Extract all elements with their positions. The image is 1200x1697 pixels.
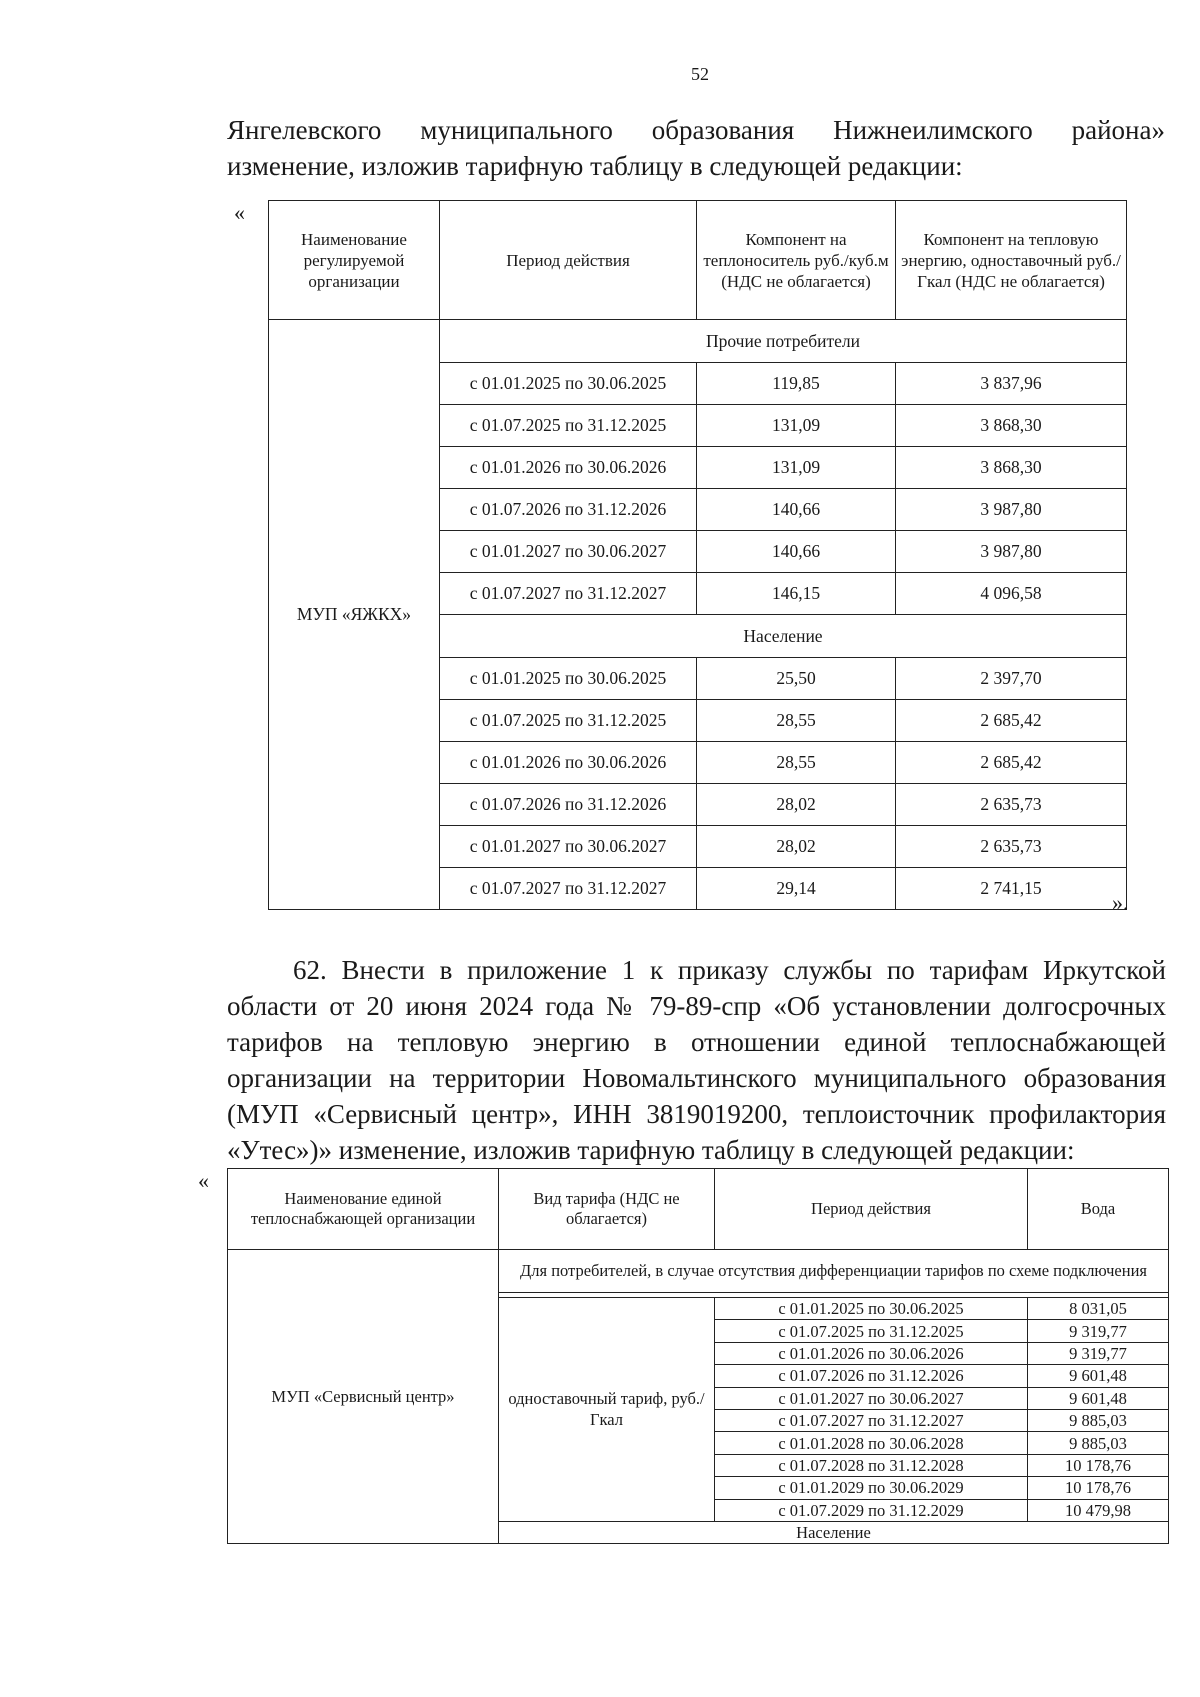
table1-body bbox=[269, 320, 1127, 910]
table2-last-group-title: Население bbox=[499, 1521, 1169, 1543]
table1-close-quote: ». bbox=[1112, 890, 1129, 915]
heat-energy-value-cell: 2 635,73 bbox=[896, 826, 1127, 868]
period-cell: с 01.01.2028 по 30.06.2028 bbox=[715, 1432, 1028, 1454]
period-cell: с 01.01.2025 по 30.06.2025 bbox=[440, 658, 697, 700]
coolant-value-cell: 146,15 bbox=[697, 573, 896, 615]
tariff-table-yazhkkh bbox=[268, 200, 1127, 910]
page-number: 52 bbox=[691, 64, 709, 84]
period-cell: с 01.01.2025 по 30.06.2025 bbox=[440, 363, 697, 405]
coolant-value-cell: 28,55 bbox=[697, 700, 896, 742]
heat-energy-value-cell: 3 987,80 bbox=[896, 489, 1127, 531]
table2-organization: МУП «Сервисный центр» bbox=[228, 1250, 499, 1544]
intro-paragraph bbox=[227, 112, 1165, 184]
table1-header-row bbox=[269, 201, 1127, 320]
water-value-cell: 9 885,03 bbox=[1028, 1432, 1169, 1454]
water-value-cell: 9 885,03 bbox=[1028, 1409, 1169, 1431]
water-value-cell: 9 319,77 bbox=[1028, 1320, 1169, 1342]
water-value-cell: 9 601,48 bbox=[1028, 1365, 1169, 1387]
water-value-cell: 8 031,05 bbox=[1028, 1298, 1169, 1320]
period-cell: с 01.07.2025 по 31.12.2025 bbox=[715, 1320, 1028, 1342]
period-cell: с 01.07.2026 по 31.12.2026 bbox=[440, 784, 697, 826]
intro-line-2: изменение, изложив тарифную таблицу в следующей редакции: bbox=[227, 151, 963, 181]
water-value-cell: 9 319,77 bbox=[1028, 1342, 1169, 1364]
water-value-cell: 10 178,76 bbox=[1028, 1454, 1169, 1476]
table1-organization: МУП «ЯЖКХ» bbox=[269, 320, 440, 910]
intro-line-1: Янгелевского муниципального образования Нижнеилимского района» bbox=[227, 115, 1165, 145]
heat-energy-value-cell: 2 397,70 bbox=[896, 658, 1127, 700]
period-cell: с 01.01.2027 по 30.06.2027 bbox=[440, 531, 697, 573]
table2-body bbox=[228, 1250, 1169, 1544]
table1-group-row bbox=[269, 320, 1127, 363]
paragraph-62-text: 62. Внести в приложение 1 к приказу службы по тарифам Иркутской области от 20 июня 2024 года № 79-89-спр «Об установлении долгосрочных тарифов на тепловую энергию в отношении единой теплоснабжающей организации на территории Новомальтинского муниципального образования (МУП «Сервисный центр», ИНН 3819019200, теплоисточник профилактория «Утес»)» изменение, изложив тарифную таблицу в следующей редакции: bbox=[227, 955, 1166, 1165]
table1-group-title: Прочие потребители bbox=[440, 320, 1127, 363]
table1-header-coolant: Компонент на теплоноситель руб./куб.м (НДС не облагается) bbox=[697, 201, 896, 320]
period-cell: с 01.07.2027 по 31.12.2027 bbox=[715, 1409, 1028, 1431]
period-cell: с 01.01.2027 по 30.06.2027 bbox=[440, 826, 697, 868]
coolant-value-cell: 140,66 bbox=[697, 531, 896, 573]
table1-open-quote: « bbox=[234, 200, 245, 225]
coolant-value-cell: 28,02 bbox=[697, 784, 896, 826]
period-cell: с 01.07.2028 по 31.12.2028 bbox=[715, 1454, 1028, 1476]
table2-header-organization: Наименование единой теплоснабжающей организации bbox=[228, 1169, 499, 1250]
heat-energy-value-cell: 3 868,30 bbox=[896, 447, 1127, 489]
heat-energy-value-cell: 3 987,80 bbox=[896, 531, 1127, 573]
period-cell: с 01.07.2025 по 31.12.2025 bbox=[440, 700, 697, 742]
heat-energy-value-cell: 3 868,30 bbox=[896, 405, 1127, 447]
period-cell: с 01.07.2027 по 31.12.2027 bbox=[440, 868, 697, 910]
heat-energy-value-cell: 2 685,42 bbox=[896, 742, 1127, 784]
table2-open-quote: « bbox=[198, 1168, 209, 1193]
coolant-value-cell: 119,85 bbox=[697, 363, 896, 405]
coolant-value-cell: 140,66 bbox=[697, 489, 896, 531]
water-value-cell: 10 479,98 bbox=[1028, 1499, 1169, 1521]
coolant-value-cell: 28,02 bbox=[697, 826, 896, 868]
table1-header-organization: Наименование регулируемой организации bbox=[269, 201, 440, 320]
coolant-value-cell: 28,55 bbox=[697, 742, 896, 784]
table2-group-row bbox=[228, 1250, 1169, 1293]
period-cell: с 01.01.2026 по 30.06.2026 bbox=[715, 1342, 1028, 1364]
table2-group-title: Для потребителей, в случае отсутствия дифференциации тарифов по схеме подключения bbox=[499, 1250, 1169, 1293]
table1-header-heat-energy: Компонент на тепловую энергию, одноставочный руб./Гкал (НДС не облагается) bbox=[896, 201, 1127, 320]
heat-energy-value-cell: 2 741,15 bbox=[896, 868, 1127, 910]
coolant-value-cell: 29,14 bbox=[697, 868, 896, 910]
period-cell: с 01.07.2027 по 31.12.2027 bbox=[440, 573, 697, 615]
period-cell: с 01.07.2026 по 31.12.2026 bbox=[715, 1365, 1028, 1387]
table2-tariff-type: одноставочный тариф, руб./Гкал bbox=[499, 1298, 715, 1522]
heat-energy-value-cell: 2 635,73 bbox=[896, 784, 1127, 826]
water-value-cell: 9 601,48 bbox=[1028, 1387, 1169, 1409]
heat-energy-value-cell: 3 837,96 bbox=[896, 363, 1127, 405]
tariff-table-service-center bbox=[227, 1168, 1169, 1544]
table1-header-period: Период действия bbox=[440, 201, 697, 320]
table2-header-period: Период действия bbox=[715, 1169, 1028, 1250]
period-cell: с 01.07.2026 по 31.12.2026 bbox=[440, 489, 697, 531]
coolant-value-cell: 131,09 bbox=[697, 447, 896, 489]
period-cell: с 01.01.2025 по 30.06.2025 bbox=[715, 1298, 1028, 1320]
table2-header-tariff-type: Вид тарифа (НДС не облагается) bbox=[499, 1169, 715, 1250]
heat-energy-value-cell: 4 096,58 bbox=[896, 573, 1127, 615]
table1-group-title: Население bbox=[440, 615, 1127, 658]
water-value-cell: 10 178,76 bbox=[1028, 1477, 1169, 1499]
period-cell: с 01.01.2026 по 30.06.2026 bbox=[440, 447, 697, 489]
period-cell: с 01.07.2025 по 31.12.2025 bbox=[440, 405, 697, 447]
table2-header-row bbox=[228, 1169, 1169, 1250]
paragraph-62 bbox=[227, 952, 1166, 1168]
period-cell: с 01.01.2027 по 30.06.2027 bbox=[715, 1387, 1028, 1409]
period-cell: с 01.01.2029 по 30.06.2029 bbox=[715, 1477, 1028, 1499]
coolant-value-cell: 25,50 bbox=[697, 658, 896, 700]
period-cell: с 01.01.2026 по 30.06.2026 bbox=[440, 742, 697, 784]
coolant-value-cell: 131,09 bbox=[697, 405, 896, 447]
period-cell: с 01.07.2029 по 31.12.2029 bbox=[715, 1499, 1028, 1521]
heat-energy-value-cell: 2 685,42 bbox=[896, 700, 1127, 742]
table2-header-water: Вода bbox=[1028, 1169, 1169, 1250]
